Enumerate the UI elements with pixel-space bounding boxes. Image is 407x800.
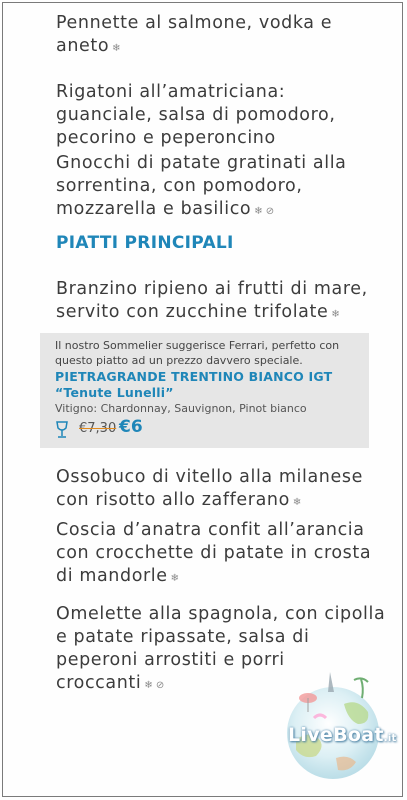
- wine-name: PIETRAGRANDE TRENTINO BIANCO IGT “Tenute Lunelli”: [55, 369, 333, 400]
- snowflake-icon: ❄: [292, 497, 302, 508]
- menu-item-name: Omelette alla spagnola, con cipolla e patate ripassate, salsa di peperoni arrostiti e porri croccanti: [56, 604, 386, 693]
- menu-item-name: Gnocchi di patate gratinati alla sorrentina, con pomodoro, mozzarella e basilico: [56, 153, 347, 219]
- snowflake-icon: ❄: [112, 43, 121, 54]
- snowflake-leaf-icons: ❄ ⊘: [254, 206, 275, 217]
- wine-suggestion-box: [40, 333, 369, 448]
- menu-item: [56, 12, 386, 60]
- wine-grapes: Vitigno: Chardonnay, Sauvignon, Pinot bianco: [55, 402, 307, 415]
- menu-item-name: Pennette al salmone, vodka e aneto: [56, 13, 333, 56]
- snowflake-icon: ❄: [170, 573, 180, 584]
- wine-glass-icon: [55, 421, 69, 439]
- menu-item: [56, 278, 386, 326]
- snowflake-leaf-icons: ❄ ⊘: [144, 680, 165, 691]
- menu-item: [56, 466, 386, 514]
- new-price: €6: [119, 417, 143, 437]
- liveboat-logo: [278, 668, 397, 783]
- section-title: PIATTI PRINCIPALI: [56, 233, 234, 253]
- menu-item: [56, 81, 386, 150]
- menu-item-name: Coscia d’anatra confit all’arancia con crocchette di patate in crosta di mandorle: [56, 520, 372, 586]
- menu-item-name: Rigatoni all’amatriciana: guanciale, salsa di pomodoro, pecorino e peperoncino: [56, 82, 336, 148]
- sommelier-note: Il nostro Sommelier suggerisce Ferrari, perfetto con questo piatto ad un prezzo davvero speciale.: [55, 339, 340, 367]
- menu-item-name: Branzino ripieno ai frutti di mare, servito con zucchine trifolate: [56, 279, 368, 322]
- logo-wordmark: LiveBoat.it: [288, 724, 397, 746]
- menu-item-name: Ossobuco di vitello alla milanese con risotto allo zafferano: [56, 467, 363, 510]
- old-price: €7,30: [79, 421, 117, 436]
- menu-item: [56, 152, 386, 223]
- snowflake-icon: ❄: [331, 309, 340, 320]
- menu-item: [56, 519, 386, 590]
